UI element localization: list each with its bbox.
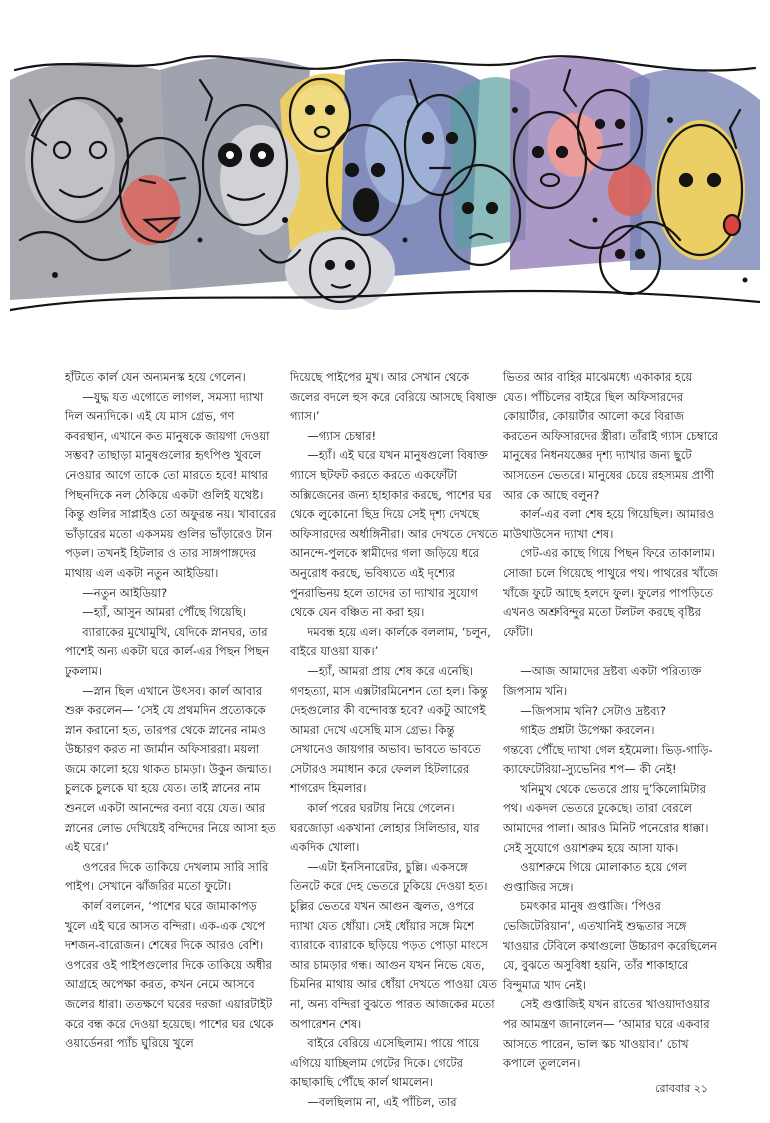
paragraph: কার্ল পরের ঘরটায় নিয়ে গেলেন। ঘরজোড়া একখানা লোহার সিলিন্ডার, যার একদিক খোলা। bbox=[290, 801, 480, 855]
watercolor-washes bbox=[10, 57, 760, 310]
text-column-3 bbox=[503, 368, 718, 1074]
paragraph: —গ্যাস চেম্বার! bbox=[307, 428, 377, 443]
paragraph: —হ্যাঁ, আমরা প্রায় শেষ করে এনেছি। গণহত্যা, মাস এক্সটারমিনেশন তো হল। কিন্তু দেহগুলোর কী বন্দোবস্ত হবে? একটু আগেই আমরা দেখে এসেছি মাস গ্রেভ। কিন্তু সেখানেও জায়গার অভাব। ভাবতে ভাবতে সেটারও সমাধান করে ফেলল হিটলারের শাগরেদ হিমলার। bbox=[290, 663, 488, 796]
paragraph: ওয়াশরুমে গিয়ে মোলাকাত হয়ে গেল গুপ্তাজির সঙ্গে। bbox=[503, 860, 687, 894]
paragraph: সেই গুপ্তাজিই যখন রাতের খাওয়াদাওয়ার পর আমন্ত্রণ জানালেন— ‘আমার ঘরে একবার আসতে পারেন, ভাল স্কচ খাওয়াব।’ চোখ কপালে তুললেন। bbox=[503, 997, 710, 1071]
paragraph: —হ্যাঁ। এই ঘরে যখন মানুষগুলো বিষাক্ত গ্যাসে ছটফট করতে করতে একফোঁটা অক্সিজেনের জন্য হাহাকার করছে, পাশের ঘর থেকে লুকোনো ছিদ্র দিয়ে সেই দৃশ্য দেখছে অফিসারদের অর্ধাঙ্গিনীরা। আর দেখতে দেখতে আনন্দে-পুলকে স্বামীদের গলা জড়িয়ে ধরে অনুরোধ করছে, ভবিষ্যতে এই দৃশ্যের পুনরাভিনয় হলে তাদের তা দ্যাখার সুযোগ থেকে যেন বঞ্চিত না করা হয়। bbox=[290, 448, 498, 620]
paragraph: —জিপসাম খনি? সেটাও দ্রষ্টব্য? bbox=[520, 703, 666, 718]
paragraph: —বলছিলাম না, এই পাঁচিল, তার bbox=[307, 1094, 457, 1109]
paragraph: চমৎকার মানুষ গুপ্তাজি। ‘পিওর ভেজিটেরিয়ান’, এতখানিই শুদ্ধতার সঙ্গে খাওয়ার টেবিলে কথাগুলো উচ্চারণ করেছিলেন যে, বুঝতে অসুবিধা হয়নি, তাঁর শাকাহারে বিন্দুমাত্র খাদ নেই। bbox=[503, 899, 717, 992]
text-column-2 bbox=[290, 368, 500, 1113]
page-folio: রোববার ২১ bbox=[655, 1082, 708, 1095]
section-break bbox=[503, 642, 718, 662]
text-column-1 bbox=[65, 368, 280, 1054]
paragraph: দিয়েছে পাইপের মুখ। আর সেখান থেকে জলের বদলে হুস করে বেরিয়ে আসছে বিষাক্ত গ্যাস।’ bbox=[290, 370, 497, 424]
paragraph: গন্তব্যে পৌঁছে দ্যাখা গেল হইমেলা। ভিড়-গাড়ি-ক্যাফেটেরিয়া-স্যুভেনির শপ— কী নেই! bbox=[503, 742, 713, 777]
paragraph: কার্ল বললেন, ‘পাশের ঘরে জামাকাপড় খুলে এই ঘরে আসত বন্দিরা। এক-এক খেপে দশজন-বারোজন। শেষের দিকে আরও বেশি। ওপরের ওই পাইপগুলোর দিকে তাকিয়ে অধীর আগ্রহে অপেক্ষা করত, কখন নেমে আসবে জলের ধারা। ততক্ষণে ঘরের দরজা এয়ারটাইট করে বন্ধ করে দেওয়া হয়েছে। পাশের ঘর থেকে ওয়ার্ডেনরা প্যাঁচ ঘুরিয়ে খুলে bbox=[65, 899, 274, 1051]
paragraph: ব্যারাকের মুখোমুখি, যেদিকে স্নানঘর, তার পাশেই অন্য একটা ঘরে কার্ল-এর পিছন পিছন ঢুকলাম। bbox=[65, 624, 270, 678]
paragraph: দমবন্ধ হয়ে এল। কার্লকে বললাম, ‘চলুন, বাইরে যাওয়া যাক।’ bbox=[290, 624, 491, 659]
paragraph: —নতুন আইডিয়া? bbox=[82, 585, 168, 600]
paragraph: ওপরের দিকে তাকিয়ে দেখলাম সারি সারি পাইপ। সেখানে ঝাঁজরির মতো ফুটো। bbox=[65, 859, 269, 894]
paragraph: বাইরে বেরিয়ে এসেছিলাম। পায়ে পায়ে এগিয়ে যাচ্ছিলাম গেটের দিকে। গেটের কাছাকাছি পৌঁছে কার্ল থামলেন। bbox=[290, 1036, 480, 1090]
crowd-illustration bbox=[10, 40, 760, 322]
paragraph: গেট-এর কাছে গিয়ে পিছন ফিরে তাকালাম। সোজা চলে গিয়েছে পাথুরে পথ। পাথরের খাঁজে খাঁজে ফুটে আছে হলদে ফুল। ফুলের পাপড়িতে এখনও অশ্রুবিন্দুর মতো টলটল করছে বৃষ্টির ফোঁটা। bbox=[503, 546, 718, 639]
paragraph: খনিমুখ থেকে ভেতরে প্রায় দু’কিলোমিটার পথ। একদল ভেতরে ঢুকেছে। তারা বেরলে আমাদের পালা। আরও মিনিট পনেরোর ধাক্কা। সেই সুযোগে ওয়াশরুম হয়ে আসা যাক। bbox=[503, 781, 709, 855]
paragraph: ভিতর আর বাহির মাঝেমধ্যে একাকার হয়ে যেত। পাঁচিলের বাইরে ছিল অফিসারদের কোয়ার্টার, কোয়ার্টার আলো করে বিরাজ করতেন অফিসারদের স্ত্রীরা। তাঁরাই গ্যাস চেম্বারে মানুষের নিধনযজ্ঞের দৃশ্য দ্যাখার জন্য ছুটে আসতেন ভেতরে। মানুষের চেয়ে রহস্যময় প্রাণী আর কে আছে বলুন? bbox=[503, 370, 718, 502]
paragraph: কার্ল-এর বলা শেষ হয়ে গিয়েছিল। আমারও মাউথাউসেন দ্যাখা শেষ। bbox=[503, 507, 715, 541]
paragraph: —স্নান ছিল এখানে উৎসব। কার্ল আবার শুরু করলেন— ‘সেই যে প্রথমদিন প্রত্যেককে স্নান করানো হত, তারপর থেকে স্নানের নামও উচ্চারণ করত না জার্মান অফিসাররা। ময়লা জমে কালো হয়ে থাকত চামড়া। উকুন জন্মাত। চুলকে চুলকে ঘা হয়ে যেত। তাই স্নানের নাম শুনলে একটা আনন্দের বন্যা বয়ে যেত। আর স্নানের লোভ দেখিয়েই বন্দিদের নিয়ে আসা হত এই ঘরে।’ bbox=[65, 683, 276, 855]
paragraph: —আজ আমাদের দ্রষ্টব্য একটা পরিত্যক্ত জিপসাম খনি। bbox=[503, 664, 702, 698]
paragraph: হাঁটতে কার্ল যেন অন্যমনস্ক হয়ে গেলেন। bbox=[65, 370, 246, 384]
paragraph: —হ্যাঁ, আসুন আমরা পৌঁছে গিয়েছি। bbox=[82, 605, 247, 620]
paragraph: গাইড প্রশ্নটা উপেক্ষা করলেন। bbox=[520, 723, 655, 738]
paragraph: —এটা ইনসিনারেটর, চুল্লি। একসঙ্গে তিনটে করে দেহ ভেতরে ঢুকিয়ে দেওয়া হত। চুল্লির ভেতরে যখন আগুন জ্বলত, ওপরে দ্যাখা যেত ধোঁয়া। সেই ধোঁয়ার সঙ্গে মিশে ব্যারাকে ব্যারাকে ছড়িয়ে পড়ত পোড়া মাংসে আর চামড়ার গন্ধ। আগুন যখন নিভে যেত, চিমনির মাথায় আর ধোঁয়া দেখতে পাওয়া যেত না, অন্য বন্দিরা বুঝতে পারত আজকের মতো অপারেশন শেষ। bbox=[290, 859, 498, 1031]
paragraph: —যুদ্ধ যত এগোতে লাগল, সমস্যা দ্যাখা দিল অন্যদিকে। এই যে মাস গ্রেভ, গণ কবরস্থান, এখানে কত মানুষকে জায়গা দেওয়া সম্ভব? তাছাড়া মানুষগুলোর হৃৎপিণ্ড খুবলে নেওয়ার আগে তাকে তো মারতে হবে! মাথার পিছনদিকে নল ঠেকিয়ে একটা গুলিই যথেষ্ট। কিন্তু গুলির সাপ্লাইও তো অফুরন্ত নয়। খাবারের ভাঁড়ারের মতো একসময় গুলির ভাঁড়ারেও টান পড়ল। তখনই হিটলার ও তার সাঙ্গপাঙ্গদের মাথায় এল একটা নতুন আইডিয়া। bbox=[65, 389, 277, 580]
